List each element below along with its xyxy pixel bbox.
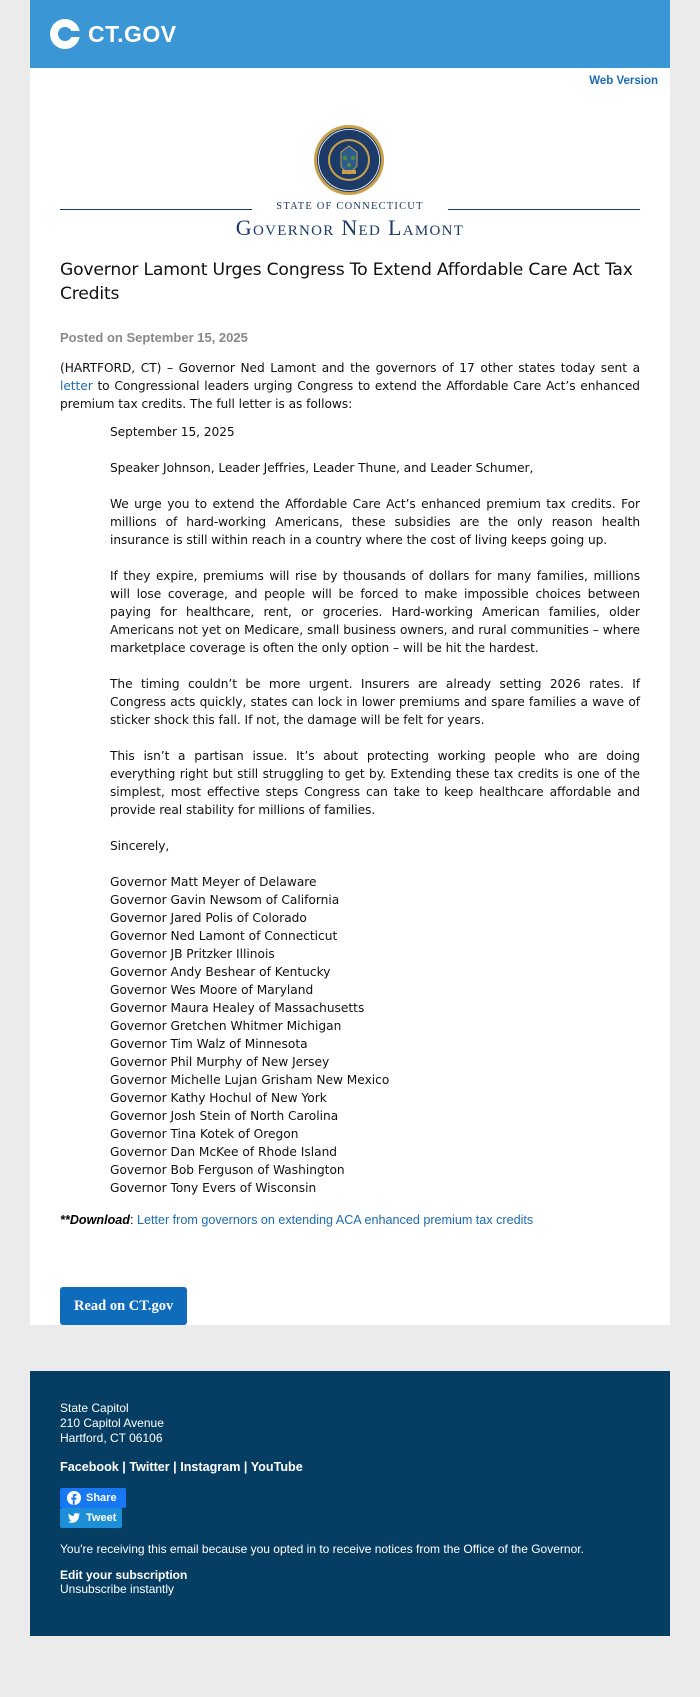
footer-address: State Capitol 210 Capitol Avenue Hartford, CT 06106 bbox=[60, 1401, 164, 1445]
letter-paragraph: The timing couldn’t be more urgent. Insurers are already setting 2026 rates. If Congress acts quickly, states can lock in lower premiums and spare families a wave of sticker shock this fall. If not, the damage will be felt for years. bbox=[110, 677, 640, 727]
signatory: Governor Gretchen Whitmer Michigan bbox=[110, 1019, 342, 1033]
instagram-link[interactable]: Instagram bbox=[180, 1460, 241, 1474]
edit-subscription-link[interactable]: Edit your subscription bbox=[60, 1568, 188, 1582]
signatory: Governor Wes Moore of Maryland bbox=[110, 983, 314, 997]
signatory: Governor Jared Polis of Colorado bbox=[110, 911, 307, 925]
twitter-link[interactable]: Twitter bbox=[129, 1460, 170, 1474]
social-links: Facebook | Twitter | Instagram | YouTube bbox=[60, 1460, 303, 1474]
article-title: Governor Lamont Urges Congress To Extend Affordable Care Act Tax Credits bbox=[60, 260, 633, 304]
ct-gov-logo-text[interactable]: CT.GOV bbox=[88, 20, 177, 47]
signatory: Governor Matt Meyer of Delaware bbox=[110, 875, 317, 889]
twitter-icon bbox=[67, 1511, 81, 1525]
facebook-icon bbox=[67, 1491, 81, 1505]
twitter-tweet-button[interactable]: Tweet bbox=[60, 1508, 122, 1528]
youtube-link[interactable]: YouTube bbox=[250, 1460, 303, 1474]
signatory: Governor Dan McKee of Rhode Island bbox=[110, 1145, 338, 1159]
state-of-connecticut-label: STATE OF CONNECTICUT bbox=[276, 201, 424, 212]
signatory: Governor Tina Kotek of Oregon bbox=[110, 1127, 299, 1141]
governor-name-banner: Governor Ned Lamont bbox=[235, 215, 465, 240]
signatory: Governor Ned Lamont of Connecticut bbox=[110, 929, 338, 943]
footer bbox=[30, 1371, 670, 1636]
download-letter-link[interactable]: Letter from governors on extending ACA enhanced premium tax credits bbox=[136, 1213, 534, 1227]
unsubscribe-link[interactable]: Unsubscribe instantly bbox=[60, 1582, 175, 1596]
governor-header bbox=[30, 98, 670, 258]
letter-paragraph: If they expire, premiums will rise by thousands of dollars for many families, millions will lose coverage, and people will be forced to make impossible choices between paying for healthcare, rent, or groceries. Hard-working American families, older Americans not yet on Medicare, small business owners, and rural communities – where marketplace coverage is often the only option – will be hit the hardest. bbox=[110, 569, 640, 655]
letter-closing: Sincerely, bbox=[110, 839, 170, 853]
letter-paragraph: We urge you to extend the Affordable Care Act’s enhanced premium tax credits. For millions of hard-working Americans, these subsidies are the only reason health insurance is still within reach in a country where the cost of living keeps going up. bbox=[110, 497, 640, 547]
letter-date: September 15, 2025 bbox=[110, 425, 235, 439]
signatory: Governor Bob Ferguson of Washington bbox=[110, 1163, 345, 1177]
download-line: **Download: Letter from governors on extending ACA enhanced premium tax credits bbox=[60, 1213, 534, 1227]
facebook-share-button[interactable]: Share bbox=[60, 1488, 126, 1508]
facebook-link[interactable]: Facebook bbox=[60, 1460, 119, 1474]
signatory: Governor Andy Beshear of Kentucky bbox=[110, 965, 331, 979]
ct-logo-icon[interactable] bbox=[50, 19, 80, 49]
governor-seal-icon bbox=[313, 124, 385, 196]
download-label: Download bbox=[69, 1213, 130, 1227]
letter-link[interactable]: letter bbox=[60, 379, 93, 393]
signatory: Governor Josh Stein of North Carolina bbox=[110, 1109, 339, 1123]
signatory: Governor Kathy Hochul of New York bbox=[110, 1091, 327, 1105]
top-banner bbox=[30, 0, 670, 68]
posted-date: Posted on September 15, 2025 bbox=[60, 330, 248, 345]
letter-paragraph: This isn’t a partisan issue. It’s about protecting working people who are doing everything right but still struggling to get by. Extending these tax credits is one of the simplest, most effective steps Congress can take to keep healthcare affordable and provide real stability for millions of families. bbox=[110, 749, 640, 817]
signatory: Governor Tim Walz of Minnesota bbox=[110, 1037, 308, 1051]
signatory: Governor Gavin Newsom of California bbox=[110, 893, 340, 907]
signatory-list bbox=[110, 873, 640, 1197]
email-body bbox=[30, 0, 670, 1325]
signatory: Governor JB Pritzker Illinois bbox=[110, 947, 275, 961]
web-version-link[interactable]: Web Version bbox=[589, 75, 658, 87]
signatory: Governor Phil Murphy of New Jersey bbox=[110, 1055, 330, 1069]
signatory: Governor Tony Evers of Wisconsin bbox=[110, 1181, 317, 1195]
signatory: Governor Maura Healey of Massachusetts bbox=[110, 1001, 365, 1015]
subscription-notice: You're receiving this email because you opted in to receive notices from the Office of the Governor. bbox=[60, 1542, 584, 1556]
letter-salutation: Speaker Johnson, Leader Jeffries, Leader Thune, and Leader Schumer, bbox=[110, 461, 534, 475]
read-on-ctgov-button[interactable]: Read on CT.gov bbox=[60, 1287, 187, 1325]
signatory: Governor Michelle Lujan Grisham New Mexico bbox=[110, 1073, 390, 1087]
intro-paragraph: (HARTFORD, CT) – Governor Ned Lamont and the governors of 17 other states today sent a letter to Congressional leaders urging Congress to extend the Affordable Care Act’s enhanced premium tax credits. The full letter is as follows: bbox=[60, 361, 640, 411]
letter-body bbox=[110, 423, 640, 1197]
